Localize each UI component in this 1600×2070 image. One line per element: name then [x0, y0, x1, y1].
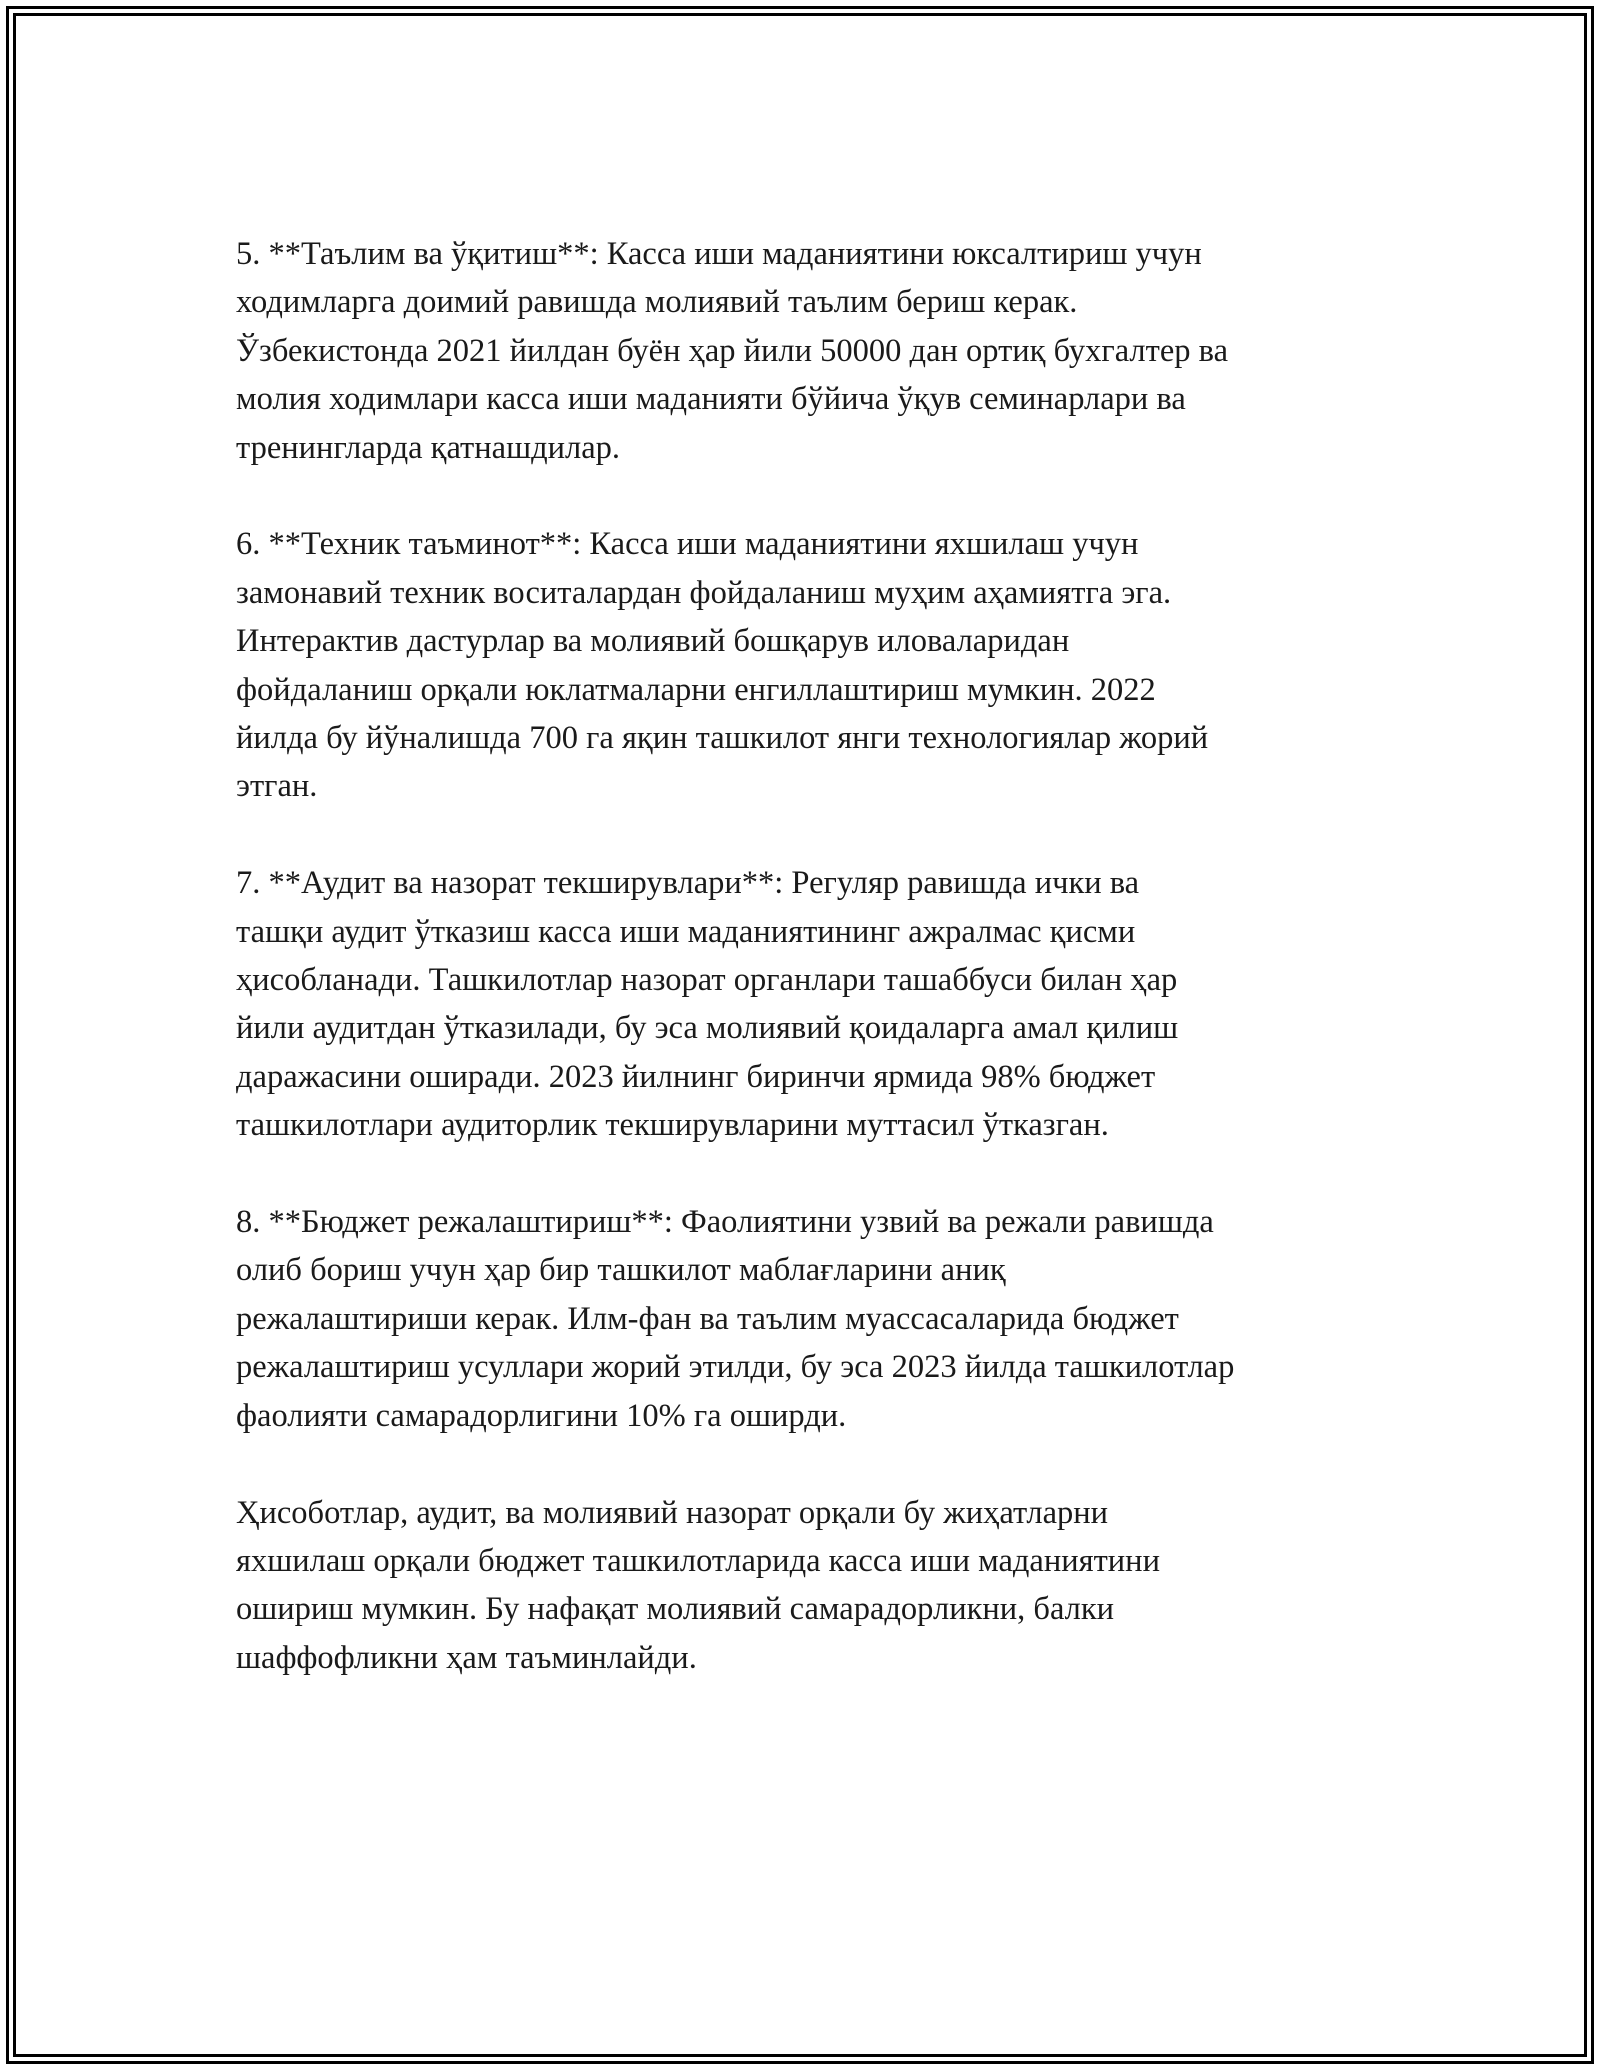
text-line: ҳисобланади. Ташкилотлар назорат органлари ташаббуси билан ҳар: [236, 962, 1178, 999]
text-line: йили аудитдан ўтказилади, бу эса молиявий қоидаларга амал қилиш: [236, 1010, 1179, 1047]
text-line: ташкилотлари аудиторлик текширувларини муттасил ўтказган.: [236, 1107, 1109, 1144]
text-line: Интерактив дастурлар ва молиявий бошқарув иловаларидан: [236, 623, 1070, 660]
text-line: шаффофликни ҳам таъминлайди.: [236, 1639, 697, 1676]
text-line: режалаштириши керак. Илм-фан ва таълим муассасаларида бюджет: [236, 1300, 1179, 1337]
text-line: 7. **Аудит ва назорат текширувлари**: Регуляр равишда ички ва: [236, 865, 1140, 902]
paragraph-conclusion: [236, 1489, 1386, 1683]
text-line: фойдаланиш орқали юклатмаларни енгиллаштириш мумкин. 2022: [236, 671, 1156, 708]
text-line: Ўзбекистонда 2021 йилдан буён ҳар йили 50000 дан ортиқ бухгалтер ва: [236, 332, 1228, 369]
text-line: даражасини оширади. 2023 йилнинг биринчи ярмида 98% бюджет: [236, 1058, 1156, 1095]
text-line: молия ходимлари касса иши маданияти бўйича ўқув семинарлари ва: [236, 381, 1186, 418]
text-line: режалаштириш усуллари жорий этилди, бу эса 2023 йилда ташкилотлар: [236, 1349, 1235, 1386]
paragraph-technical-support: [236, 520, 1386, 810]
text-line: ходимларга доимий равишда молиявий таълим бериш керак.: [236, 284, 1078, 321]
text-line: Ҳисоботлар, аудит, ва молиявий назорат орқали бу жиҳатларни: [236, 1494, 1109, 1531]
text-line: 5. **Таълим ва ўқитиш**: Касса иши маданиятини юксалтириш учун: [236, 236, 1202, 272]
paragraph-budget-planning: [236, 1198, 1386, 1440]
text-line: яхшилаш орқали бюджет ташкилотларида касса иши маданиятини: [236, 1542, 1160, 1579]
paragraph-training: [236, 230, 1386, 472]
text-line: йилда бу йўналишда 700 га яқин ташкилот янги технологиялар жорий: [236, 720, 1209, 757]
text-line: 6. **Техник таъминот**: Касса иши маданиятини яхшилаш учун: [236, 526, 1139, 563]
text-line: фаолияти самарадорлигини 10% га оширди.: [236, 1397, 847, 1434]
text-line: этган.: [236, 768, 318, 805]
text-line: ташқи аудит ўтказиш касса иши маданиятининг ажралмас қисми: [236, 913, 1136, 950]
document-body: [236, 230, 1386, 1731]
text-line: замонавий техник воситалардан фойдаланиш муҳим аҳамиятга эга.: [236, 574, 1172, 611]
text-line: 8. **Бюджет режалаштириш**: Фаолиятини узвий ва режали равишда: [236, 1204, 1214, 1241]
text-line: тренингларда қатнашдилар.: [236, 429, 621, 466]
text-line: олиб бориш учун ҳар бир ташкилот маблағларини аниқ: [236, 1252, 1006, 1289]
paragraph-audit: [236, 859, 1386, 1149]
text-line: ошириш мумкин. Бу нафақат молиявий самарадорликни, балки: [236, 1591, 1115, 1628]
